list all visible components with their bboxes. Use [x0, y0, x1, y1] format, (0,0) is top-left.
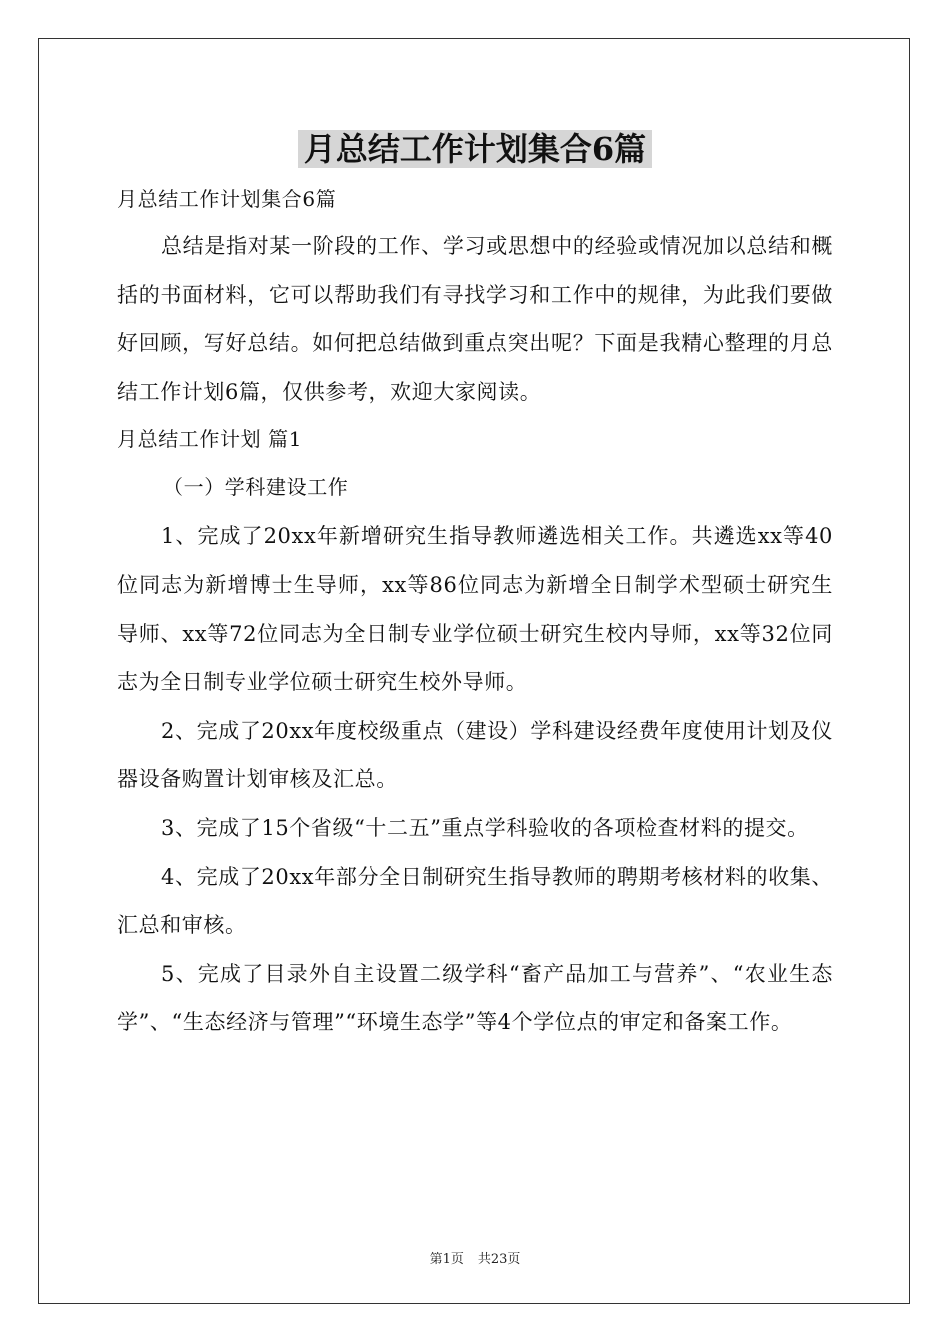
list-item-1: 1、完成了20xx年新增研究生指导教师遴选相关工作。共遴选xx等40位同志为新增博士生导师，xx等86位同志为新增全日制学术型硕士研究生导师、xx等72位同志为全日制专业学位硕士研究生校内导师，xx等32位同志为全日制专业学位硕士研究生校外导师。	[117, 524, 833, 695]
page-number: 第1页	[429, 1252, 464, 1267]
page-total: 共23页	[477, 1252, 521, 1267]
page-footer	[0, 1248, 950, 1267]
intro-paragraph: 总结是指对某一阶段的工作、学习或思想中的经验或情况加以总结和概括的书面材料，它可以帮助我们有寻找学习和工作中的规律，为此我们要做好回顾，写好总结。如何把总结做到重点突出呢？下面是我精心整理的月总结工作计划6篇，仅供参考，欢迎大家阅读。	[117, 234, 833, 404]
document-title-text: 月总结工作计划集合6篇	[298, 130, 652, 168]
section-heading: 月总结工作计划 篇1	[117, 427, 303, 452]
list-item-4: 4、完成了20xx年部分全日制研究生指导教师的聘期考核材料的收集、汇总和审核。	[117, 864, 833, 938]
document-subtitle: 月总结工作计划集合6篇	[117, 187, 337, 211]
list-item-5: 5、完成了目录外自主设置二级学科“畜产品加工与营养”、“农业生态学”、“生态经济与管理”“环境生态学”等4个学位点的审定和备案工作。	[117, 961, 833, 1035]
document-body	[117, 176, 833, 1047]
document-title	[0, 124, 950, 174]
list-item-3: 3、完成了15个省级“十二五”重点学科验收的各项检查材料的提交。	[161, 815, 809, 840]
sub-heading: （一）学科建设工作	[163, 475, 349, 500]
list-item-2: 2、完成了20xx年度校级重点（建设）学科建设经费年度使用计划及仪器设备购置计划审核及汇总。	[117, 718, 833, 792]
